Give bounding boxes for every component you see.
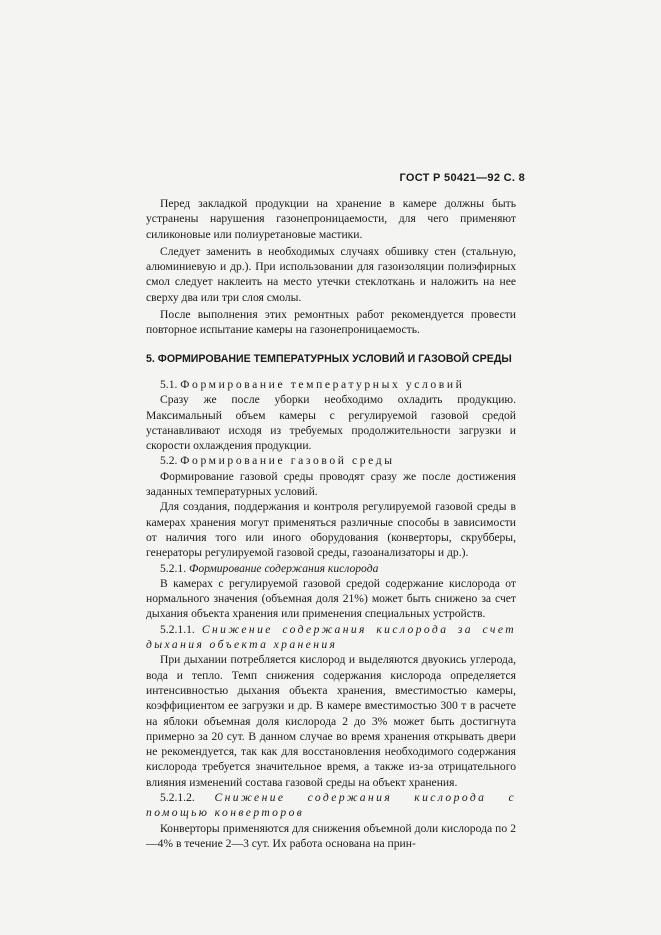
subsection-title: Формирование содержания кислорода [189,561,379,575]
subsection-number: 5.2.1.2. [160,790,195,804]
subsection-title: Снижение содержания кислорода за счет дыхания объекта хранения [146,622,516,652]
subsection-heading [146,377,516,392]
paragraph: Для создания, поддержания и контроля регулируемой газовой среды в камерах хранения могут применяться различные способы в зависимости от наличия того или иного оборудования (конверторы, скрубберы, генераторы регулируемой газовой среды, газоанализаторы и др.). [146,500,516,560]
subsection-heading [146,453,516,468]
subsection-title: Формирование температурных условий [180,377,465,391]
paragraph: После выполнения этих ремонтных работ рекомендуется провести повторное испытание камеры на газонепроницаемость. [146,308,516,337]
section-title: 5. ФОРМИРОВАНИЕ ТЕМПЕРАТУРНЫХ УСЛОВИЙ И ГАЗОВОЙ СРЕДЫ [146,352,512,365]
paragraph: Следует заменить в необходимых случаях обшивку стен (стальную, алюминиевую и др.). При использовании для газоизоляции полиэфирных смол следует наклеить на место утечки стеклоткань и наложить на нее сверху два или три слоя смолы. [146,244,516,304]
paragraph: Конверторы применяются для снижения объемной доли кислорода по 2—4% в течение 2—3 сут. Их работа основана на прин- [146,821,516,850]
subsection-number: 5.2.1. [160,561,187,575]
paragraph: Формирование газовой среды проводят сразу же после достижения заданных температурных условий. [146,469,516,499]
paragraph: Перед закладкой продукции на хранение в камере должны быть устранены нарушения газонепроницаемости, для чего применяют силиконовые или полиуретановые мастики. [146,197,516,241]
paragraph: В камерах с регулируемой газовой средой содержание кислорода от нормального значения (объемная доля 21%) может быть снижено за счет дыхания объекта хранения или применения специальных устройств. [146,576,516,621]
paragraph: При дыхании потребляется кислород и выделяются двуокись углерода, вода и тепло. Темп снижения содержания кислорода определяется интенсивностью дыхания объекта хранения, вместимостью камеры, коэффициентом ее загрузки и др. В камере вместимостью 300 т в расчете на яблоки объемная доля кислорода 2 до 3% может быть достигнута примерно за 20 сут. В данном случае во время хранения открывать двери не рекомендуется, так как для восстановления необходимого содержания кислорода требуется значительное время, а также из-за отрицательного влияния изменений состава газовой среды на объект хранения. [146,653,516,789]
subsection-heading [146,622,516,653]
subsection-number: 5.2. [160,454,178,468]
page-header: ГОСТ Р 50421—92 С. 8 [399,172,525,184]
subsection-heading [146,561,516,576]
subsection-number: 5.2.1.1. [160,622,195,636]
subsection-number: 5.1. [160,377,178,391]
paragraph: Сразу же после уборки необходимо охладить продукцию. Максимальный объем камеры с регулируемой газовой средой устанавливают исходя из требуемых продолжительности загрузки и скорости охлаждения продукции. [146,393,516,453]
subsection-title: Формирование газовой среды [180,454,395,468]
subsection-heading [146,790,516,821]
body-text [146,196,516,851]
subsection-title: Снижение содержания кислорода с помощью конверторов [146,790,516,820]
